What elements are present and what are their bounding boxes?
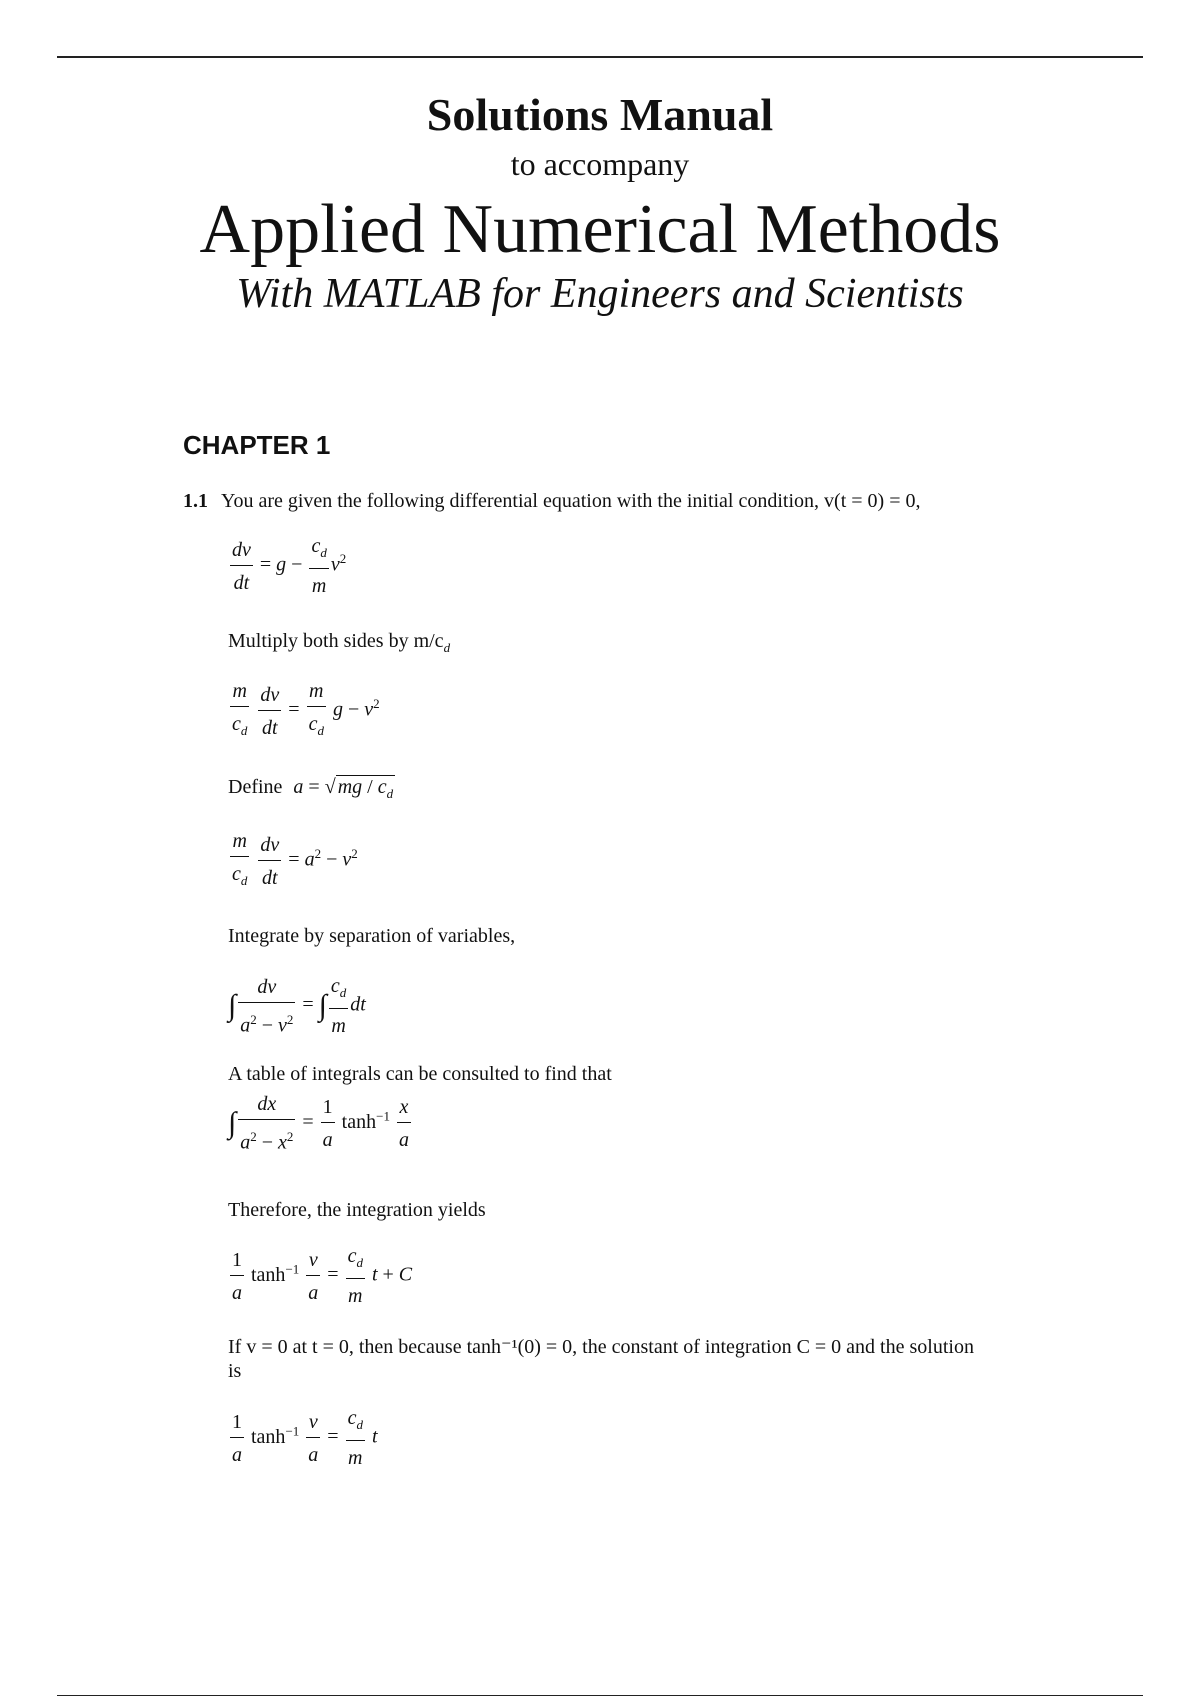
equation-7: $\frac{1}{a}$ $\tanh^{-1}$ $\frac{v}{a}$ = $\frac{c_d}{m}$ t [232,1407,378,1469]
book-title: Applied Numerical Methods [199,191,1001,268]
step-define: Define a = √ mg / $c_d$ [228,776,394,801]
chapter-heading: CHAPTER 1 [183,430,331,460]
manual-subtitle: to accompany [510,146,690,182]
equation-1: $\frac{dv}{dt}$ = g − $\frac{c_d}{m}$ $v^2$ [232,535,347,597]
equation-5: ∫ $\frac{dx}{a^2 - x^2}$ = $\frac{1}{a}$ $\tanh^{-1}$ $\frac{x}{a}$ [228,1093,409,1154]
step-multiply [228,630,450,656]
step-solution-line2: is [228,1360,242,1382]
problem-intro [183,490,920,513]
equation-2: $\frac{m}{c_d}$ $\frac{dv}{dt}$ = $\frac{m}{c_d}$ $g - v^2$ [232,680,380,739]
problem-intro-text: You are given the following differential equation with the initial condition, v(t = 0) = 0, [221,490,921,512]
step-multiply-subscript: d [443,640,451,655]
manual-title: Solutions Manual [426,89,774,140]
step-table: A table of integrals can be consulted to find that [228,1063,612,1085]
book-subtitle: With MATLAB for Engineers and Scientists [236,271,964,317]
step-therefore: Therefore, the integration yields [228,1199,486,1221]
bottom-rule [57,1695,1143,1696]
equation-3: $\frac{m}{c_d}$ $\frac{dv}{dt}$ = $a^2 - v^2$ [232,830,358,889]
top-rule [57,56,1143,58]
equation-6: $\frac{1}{a}$ $\tanh^{-1}$ $\frac{v}{a}$ = $\frac{c_d}{m}$ t + C [232,1245,413,1307]
step-multiply-text: Multiply both sides by m/c [228,630,444,652]
problem-number: 1.1 [183,490,208,512]
step-solution-line1: If v = 0 at t = 0, then because tanh⁻¹(0) = 0, the constant of integration C = 0 and the solution [228,1336,974,1358]
equation-4: ∫ $\frac{dv}{a^2 - v^2}$ = ∫ $\frac{c_d}{m}$ dt [228,975,366,1037]
step-define-text: Define [228,776,283,798]
step-integrate: Integrate by separation of variables, [228,925,516,947]
